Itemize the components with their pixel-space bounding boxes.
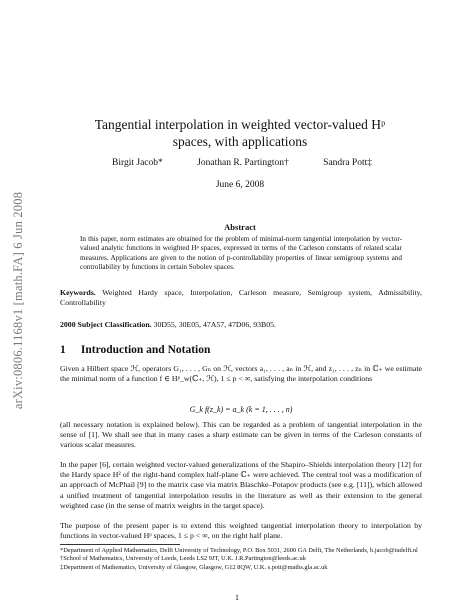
footnote-1: *Department of Applied Mathematics, Delft University of Technology, P.O. Box 5031, 2600 GA Delft, The Netherlands, b.jacob@tudelft.nl — [60, 547, 418, 554]
msc-text: 30D55, 30E05, 47A57, 47D06, 93B05. — [153, 320, 276, 329]
footnote-2: †School of Mathematics, University of Leeds, Leeds LS2 9JT, U.K. J.R.Partington@leeds.ac.uk — [60, 555, 306, 563]
paragraph-1: Given a Hilbert space ℋ, operators G₁, . . . , Gₙ on ℋ, vectors a₁, . . . , aₙ in ℋ, and z₁, . . . , zₙ in ℂ₊ we estimate the minimal norm of a function f ∈ Hᵖ_w(ℂ₊, ℋ), 1 ≤ p < ∞, satisfying the interpolation conditions — [60, 364, 422, 384]
paper-title: Tangential interpolation in weighted vector-valued Hᵖ spaces, with applications — [94, 117, 386, 149]
abstract-text: In this paper, norm estimates are obtained for the problem of minimal-norm tangential interpolation by vector-valued analytic functions in weighted Hᵖ spaces, expressed in terms of the Carleson constants of related scalar measures. Applications are given to the notion of p-controllability properties of linear semigroup systems and controllability by functions in certain Sobolev spaces. — [80, 235, 402, 271]
msc-label: 2000 Subject Classification. — [60, 320, 152, 329]
footnotes — [60, 547, 422, 572]
paragraph-2: (all necessary notation is explained below). This can be regarded as a problem of tangential interpolation in the sense of [1]. We shall see that in many cases a sharp estimate can be given in terms of the Carleson constants of various scalar measures. — [60, 420, 422, 450]
author-1: Birgit Jacob* — [112, 158, 163, 168]
keywords-label: Keywords. — [60, 288, 96, 297]
keywords — [60, 288, 422, 308]
subject-classification — [60, 320, 422, 330]
author-3: Sandra Pott‡ — [323, 158, 372, 168]
author-list — [112, 158, 372, 168]
footnote-3: ‡Department of Mathematics, University of Glasgow, Glasgow, G12 8QW, U.K. s.pott@maths.gla.ac.uk — [60, 563, 328, 571]
arxiv-watermark — [9, 150, 29, 450]
section-number: 1 — [60, 344, 66, 356]
section-heading — [60, 344, 422, 356]
arxiv-id: arXiv:0806.1168v1 [math.FA] 6 Jun 2008 — [11, 191, 26, 409]
paper-date: June 6, 2008 — [215, 180, 265, 190]
section-title: Introduction and Notation — [80, 344, 211, 356]
abstract-heading: Abstract — [224, 222, 256, 232]
page-number: 1 — [235, 593, 239, 602]
author-2: Jonathan R. Partington† — [197, 158, 289, 168]
paragraph-4: The purpose of the present paper is to extend this weighted tangential interpolation theory to interpolation by functions in vector-valued Hᵖ spaces, 1 ≤ p < ∞, on the right half plane. — [60, 521, 422, 541]
footnote-rule — [60, 544, 180, 545]
keywords-text: Weighted Hardy space, Interpolation, Carleson measure, Semigroup system, Admissibility, Controllability — [60, 288, 423, 308]
interpolation-formula: G_k f(z_k) = a_k (k = 1, . . . , n) — [189, 405, 293, 414]
paragraph-3: In the paper [6], certain weighted vector-valued generalizations of the Shapiro–Shields interpolation theory [12] for the Hardy space H² of the right-hand complex half-plane ℂ₊ were achieved. The central tool was a modification of an approach of McPhail [9] to the matrix case via matrix Blaschke–Potapov products (see e.g. [11]), which allowed a unified treatment of tangential interpolation results in the literature as well as their extension to the general weighted case (in the sense of matrix weights in the target space). — [60, 460, 422, 510]
